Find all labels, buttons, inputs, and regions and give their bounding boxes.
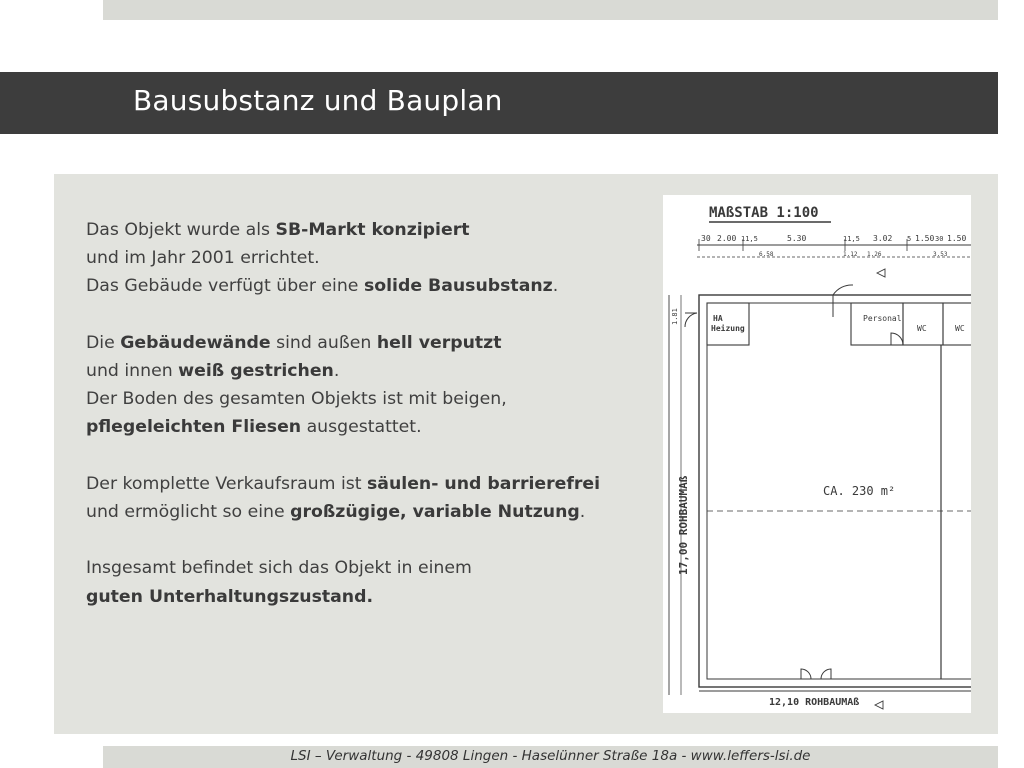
arrow-marker <box>875 701 883 709</box>
scale-label: MAßSTAB 1:100 <box>709 205 819 221</box>
height-dim-label: 17,00 ROHBAUMAß <box>677 475 690 575</box>
dim-label: 1.50 <box>915 234 935 243</box>
dim-label: 30 <box>701 234 711 243</box>
text-segment: Das Gebäude verfügt über eine <box>86 276 364 297</box>
text-segment: und ermöglicht so eine <box>86 502 291 522</box>
text-segment: Insgesamt befindet sich das Objekt in einem <box>86 558 472 579</box>
text-segment: und im Jahr 2001 errichtet. <box>86 248 320 269</box>
subdim-label: 1.12 <box>843 251 858 258</box>
floor-plan <box>663 195 971 713</box>
subdim-label: 1.26 <box>867 251 882 258</box>
dim-label: 1.50 <box>947 234 967 243</box>
text-segment: Der komplette Verkaufsraum ist <box>86 473 368 494</box>
text-segment: . <box>552 276 559 297</box>
footer: LSI – Verwaltung - 49808 Lingen - Haselünner Straße 18a - www.leffers-lsi.de <box>103 746 998 768</box>
highlight-sb-markt: SB-Markt konzipiert <box>275 220 470 240</box>
area-label: CA. 230 m² <box>823 484 896 498</box>
room-label-wc-2: WC <box>955 324 965 333</box>
room-label-personal: Personal <box>863 314 902 323</box>
text-segment: . <box>579 502 586 522</box>
text-segment: Die <box>86 332 121 353</box>
top-decoration-strip <box>103 0 998 20</box>
text-segment: . <box>333 361 340 381</box>
content-panel <box>54 174 998 734</box>
room-label-ha: HA <box>713 314 723 323</box>
text-segment: sind außen <box>270 332 377 353</box>
highlight-tiles: pflegeleichten Fliesen <box>86 417 302 438</box>
paragraph-condition <box>86 554 646 610</box>
room-staff <box>851 303 903 345</box>
text-segment: und innen <box>86 361 179 381</box>
arrow-marker <box>877 269 885 277</box>
text-segment: ausgestattet. <box>301 417 422 438</box>
side-dim-label: 1.81 <box>671 308 679 325</box>
paragraph-sales-room <box>86 470 646 526</box>
subdim-label: 6.58 <box>759 251 774 258</box>
slide-title: Bausubstanz und Bauplan <box>133 84 503 117</box>
room-label-heizung: Heizung <box>711 324 745 333</box>
floor-plan-drawing <box>663 195 971 713</box>
text-segment: Der Boden des gesamten Objekts ist mit beigen, <box>86 389 507 410</box>
dim-label: 3.02 <box>873 234 893 243</box>
highlight-bausubstanz: solide Bausubstanz <box>363 276 553 297</box>
door-entrance <box>801 669 831 679</box>
highlight-condition: guten Unterhaltungszustand. <box>86 586 374 607</box>
body-text <box>86 216 646 611</box>
paragraph-walls <box>86 329 646 442</box>
dim-label: 11,5 <box>843 235 860 243</box>
door-top <box>833 285 853 317</box>
text-segment: Das Objekt wurde als <box>86 220 276 240</box>
width-dim-label: 12,10 ROHBAUMAß <box>769 697 860 708</box>
door-staff <box>891 333 903 345</box>
highlight-painted: weiß gestrichen <box>178 361 334 381</box>
highlight-plaster: hell verputzt <box>376 332 502 353</box>
highlight-barrier-free: säulen- und barrierefrei <box>367 473 601 494</box>
dim-label: 5.30 <box>787 234 807 243</box>
highlight-walls: Gebäudewände <box>120 332 271 353</box>
dim-label: 30 <box>935 235 944 243</box>
title-bar <box>0 72 998 134</box>
paragraph-object <box>86 216 646 301</box>
room-label-wc: WC <box>917 324 927 333</box>
dim-label: 11,5 <box>741 235 758 243</box>
highlight-usage: großzügige, variable Nutzung <box>290 502 580 522</box>
subdim-label: 3.53 <box>933 251 948 258</box>
door-left <box>685 313 697 327</box>
dim-label: 5 <box>907 235 912 243</box>
dim-label: 2.00 <box>717 234 737 243</box>
